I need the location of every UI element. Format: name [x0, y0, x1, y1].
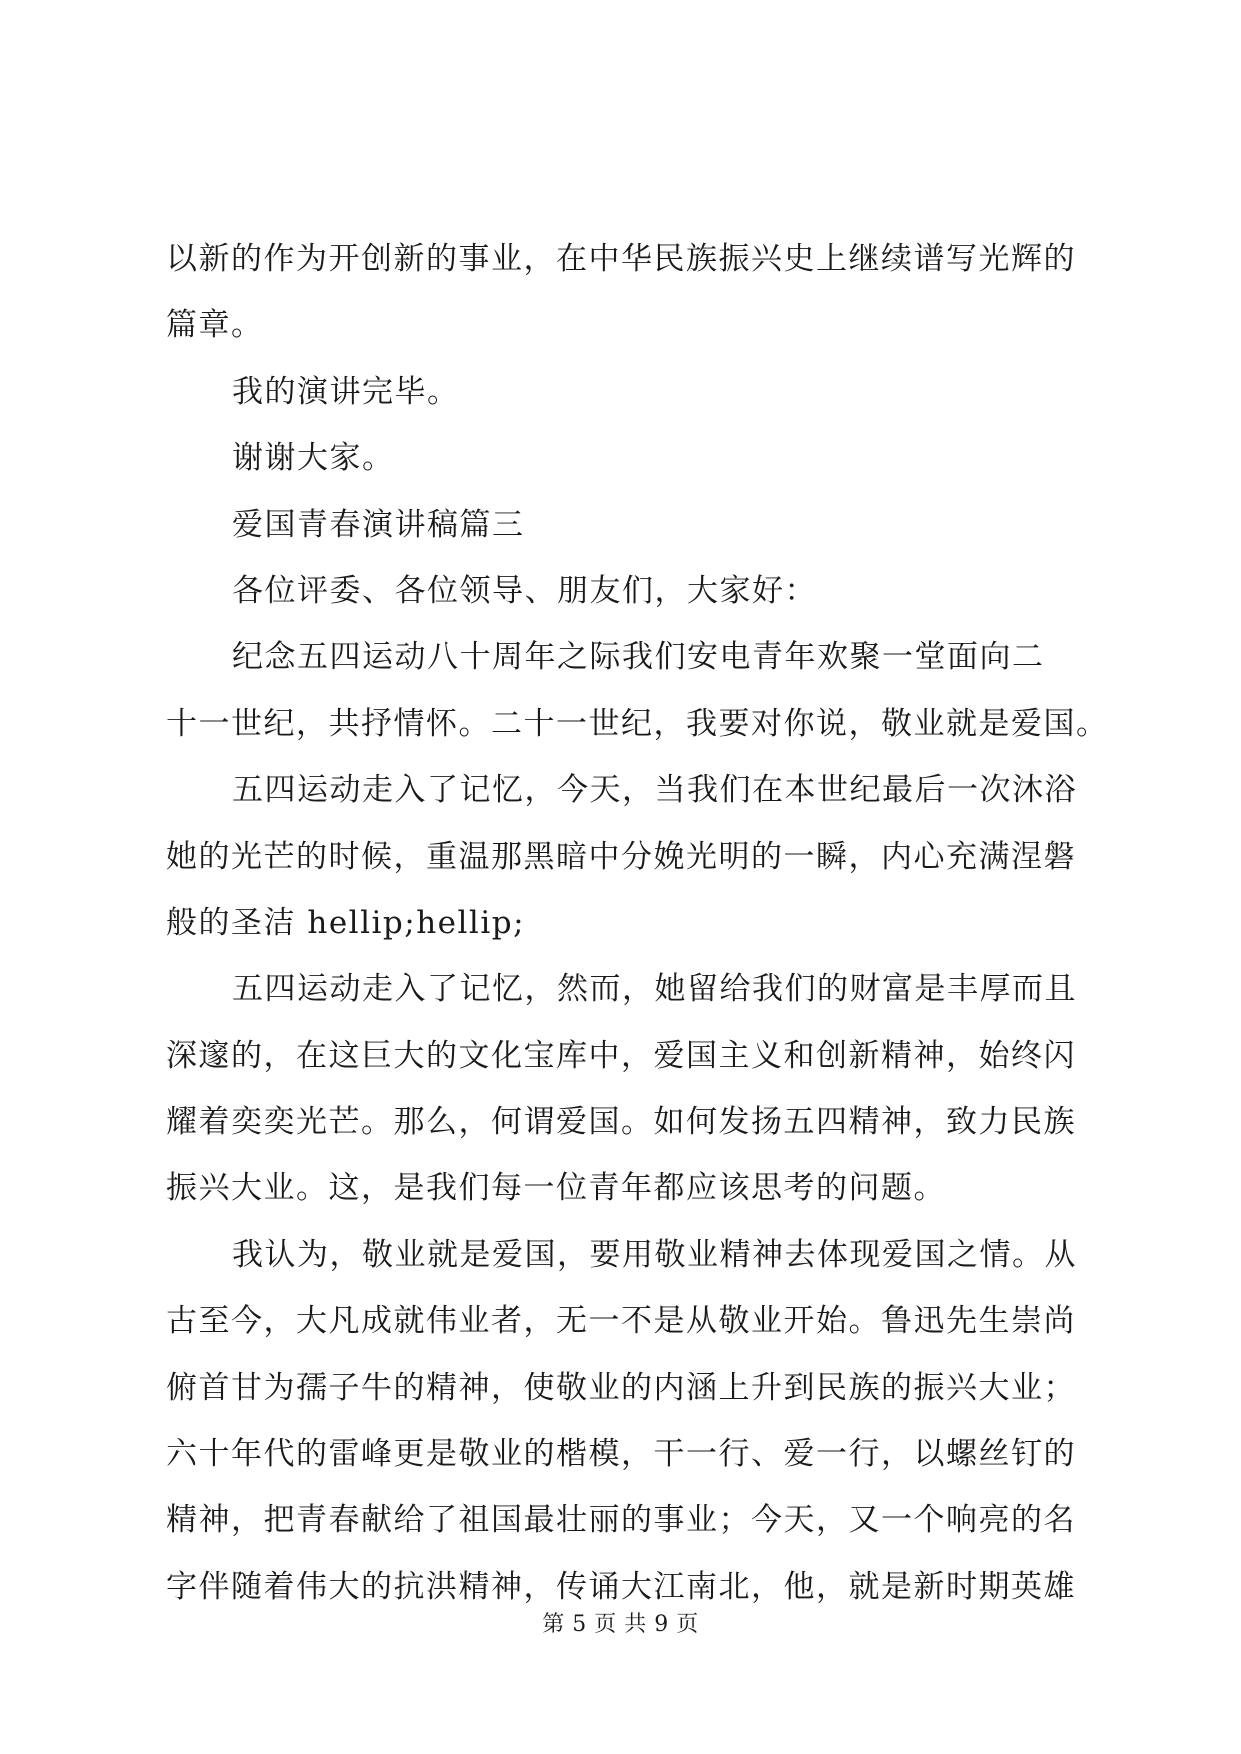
text-line: 古至今，大凡成就伟业者，无一不是从敬业开始。鲁迅先生崇尚 — [166, 1303, 1076, 1340]
text-line: 以新的作为开创新的事业，在中华民族振兴史上继续谱写光辉的 — [166, 241, 1076, 277]
text-line: 俯首甘为孺子牛的精神，使敬业的内涵上升到民族的振兴大业； — [166, 1369, 1076, 1406]
text-line: 般的圣洁 hellip;hellip; — [166, 904, 526, 941]
text-line: 十一世纪，共抒情怀。二十一世纪，我要对你说，敬业就是爱国。 — [166, 705, 1109, 742]
text-line: 她的光芒的时候，重温那黑暗中分娩光明的一瞬，内心充满涅磐 — [166, 838, 1076, 875]
text-line: 篇章。 — [166, 307, 264, 344]
text-line: 振兴大业。这，是我们每一位青年都应该思考的问题。 — [166, 1170, 946, 1207]
text-line: 六十年代的雷峰更是敬业的楷模，干一行、爱一行，以螺丝钉的 — [166, 1436, 1076, 1473]
text-line: 五四运动走入了记忆，然而，她留给我们的财富是丰厚而且 — [232, 971, 1077, 1008]
text-line: 各位评委、各位领导、朋友们，大家好： — [232, 572, 817, 609]
text-line: 五四运动走入了记忆，今天，当我们在本世纪最后一次沐浴 — [232, 772, 1077, 809]
page-number-footer: 第 5 页 共 9 页 — [542, 1612, 699, 1637]
text-line: 字伴随着伟大的抗洪精神，传诵大江南北，他，就是新时期英雄 — [166, 1568, 1076, 1605]
section-heading: 爱国青春演讲稿篇三 — [232, 506, 525, 543]
text-line: 我认为，敬业就是爱国，要用敬业精神去体现爱国之情。从 — [232, 1236, 1077, 1273]
text-line: 我的演讲完毕。 — [232, 373, 460, 410]
text-line: 精神，把青春献给了祖国最壮丽的事业；今天，又一个响亮的名 — [166, 1502, 1076, 1539]
text-line: 谢谢大家。 — [232, 440, 395, 477]
document-body — [166, 226, 1109, 1620]
text-line: 纪念五四运动八十周年之际我们安电青年欢聚一堂面向二 — [232, 639, 1045, 676]
text-line: 耀着奕奕光芒。那么，何谓爱国。如何发扬五四精神，致力民族 — [166, 1104, 1076, 1141]
text-line: 深邃的，在这巨大的文化宝库中，爱国主义和创新精神，始终闪 — [166, 1037, 1076, 1074]
